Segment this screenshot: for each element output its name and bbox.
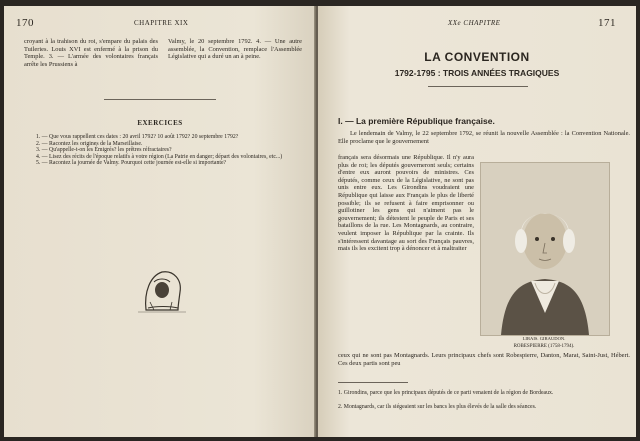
portrait-credit: LIRAIS. GIRAUDON.	[522, 336, 566, 341]
narrow-column-text: français sera désormais une République. Il n'y aura plus de roi; les députés gouverneront seuls; certains d'entre eux auront pouvoirs de ministres. Ces députés, comme ceux de la Législative, ne sont pas unis entre eux. Les Girondins voudraient une République qui laisse aux Français le plus de liberté possible; ils se refusent à faire emprisonner ou guillotiner les gens qui n'aiment pas le gouvernement; ils détestent le peuple de Paris et ses bataillons de la rue. Les Montagnards, au contraire, veulent imposer la République par la crainte. Ils s'intéressent davantage au sort des Français pauvres, mais ils les excitent trop à dénoncer et à maltraiter	[338, 154, 474, 253]
right-page-number: 171	[598, 17, 616, 29]
intro-text: Le lendemain de Valmy, le 22 septembre 1792, se réunit la nouvelle Assemblée : la Convention Nationale. Elle proclame que le gouvernement	[338, 130, 630, 145]
left-col1-text: croyant à la trahison du roi, s'empare du palais des Tuileries. Louis XVI est enfermé à la prison du Temple. 3. — L'armée des volontaires français arrête les Prussiens à	[24, 38, 158, 68]
exercise-item: 4. — Lisez des récits de l'époque relatifs à votre région (La Patrie en danger; départ des volontaires, etc...)	[36, 153, 283, 160]
bonnet-sketch-icon	[132, 262, 192, 318]
left-page-number: 170	[16, 17, 34, 29]
section-title: I. — La première République française.	[338, 116, 495, 126]
chapter-subtitle: 1792-1795 : TROIS ANNÉES TRAGIQUES	[394, 68, 560, 78]
exercise-item: 3. — Qu'appelle-t-on les Émigrés? les prêtres réfractaires?	[36, 147, 172, 154]
exercise-item: 5. — Racontez la journée de Valmy. Pourquoi cette journée est-elle si importante?	[36, 160, 227, 167]
footnote-1: 1. Girondins, parce que les principaux députés de ce parti venaient de la région de Bordeaux.	[338, 390, 554, 396]
left-page	[4, 6, 316, 437]
portrait-caption: ROBESPIERRE (1758-1794).	[513, 344, 575, 349]
title-rule	[428, 86, 528, 87]
exercises-title: EXERCICES	[137, 119, 183, 127]
right-running-head: XXe CHAPITRE	[448, 19, 501, 27]
footnote-rule	[338, 382, 408, 383]
robespierre-portrait-icon	[480, 162, 610, 336]
exercise-item: 1. — Que vous rappellent ces dates : 20 avril 1792? 10 août 1792? 20 septembre 1792?	[36, 134, 239, 140]
exercises-list	[36, 134, 296, 167]
continuation-text: ceux qui ne sont pas Montagnards. Leurs principaux chefs sont Robespierre, Danton, Marat, Saint-Just, Hébert. Ces deux partis sont peu	[338, 352, 630, 367]
right-page	[318, 6, 636, 437]
chapter-title: LA CONVENTION	[424, 50, 530, 64]
left-running-head: CHAPITRE XIX	[134, 19, 189, 27]
divider	[104, 99, 216, 100]
left-col2-text: Valmy, le 20 septembre 1792. 4. — Une autre assemblée, la Convention, remplace l'Assemblée Législative qui a duré un an à peine.	[168, 38, 302, 61]
exercise-item: 2. — Racontez les origines de la Marseillaise.	[36, 140, 143, 147]
footnote-2: 2. Montagnards, car ils siégeaient sur les bancs les plus élevés de la salle des séances.	[338, 404, 537, 410]
